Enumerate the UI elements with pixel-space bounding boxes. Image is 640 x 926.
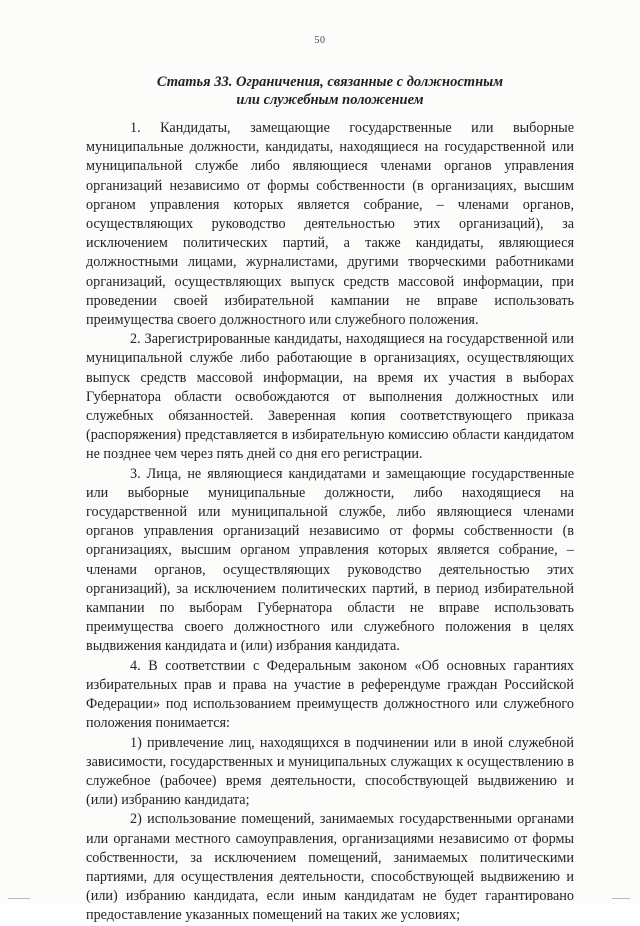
scan-edge-mark-right [612,898,630,899]
scan-edge-mark-left [8,898,30,899]
paragraph-1: 1. Кандидаты, замещающие государственные или выборные муниципальные должности, кандидаты, находящиеся на государственной или муниципальной службе либо являющиеся членами органов управления организаций независимо от формы собственности (в организациях, высшим органом управления которых является собрание, – членами органов, осуществляющих руководство деятельностью этих организаций), за исключением политических партий, а также кандидаты, являющиеся должностными лицами, журналистами, другими творческими работниками организаций, осуществляющих выпуск средств массовой информации, при проведении своей избирательной кампании не вправе использовать преимущества своего должностного или служебного положения. [86,120,574,329]
list-item-1: 1) привлечение лиц, находящихся в подчинении или в иной служебной зависимости, государственных и муниципальных служащих к осуществлению в служебное (рабочее) время деятельности, способствующей выдвижению и (или) избранию кандидата; [86,734,574,809]
article-body [86,119,574,926]
article-heading-line-2: или служебным положением [236,92,424,108]
paragraph-4: 4. В соответствии с Федеральным законом «Об основных гарантиях избирательных прав и права на участие в референдуме граждан Российской Федерации» под использованием преимуществ должностного или служебного положения понимается: [86,657,574,732]
article-heading [100,73,560,109]
page-number: 50 [314,35,326,46]
paragraph-3: 3. Лица, не являющиеся кандидатами и замещающие государственные или выборные муниципальные должности, либо находящиеся на государственной или муниципальной службе, либо являющиеся членами органов управления организаций независимо от формы собственности (в организациях, высшим органом управления которых является собрание, – членами органов, осуществляющих руководство деятельностью этих организаций), за исключением политических партий, в период избирательной кампании по выборам Губернатора области не вправе использовать преимущества своего должностного или служебного положения в целях выдвижения кандидата и (или) избрания кандидата. [86,465,574,655]
article-heading-line-1: Статья 33. Ограничения, связанные с должностным [156,74,504,90]
list-item-2: 2) использование помещений, занимаемых государственными органами или органами местного самоуправления, организациями независимо от формы собственности, за исключением помещений, занимаемых политическими партиями, для осуществления деятельности, способствующей выдвижению и (или) избранию кандидата, если иным кандидатам не будет гарантировано предоставление указанных помещений на таких же условиях; [86,811,574,924]
paragraph-2: 2. Зарегистрированные кандидаты, находящиеся на государственной или муниципальной службе либо работающие в организациях, осуществляющих выпуск средств массовой информации, на время их участия в выборах Губернатора области освобождаются от выполнения должностных или служебных обязанностей. Заверенная копия соответствующего приказа (распоряжения) представляется в избирательную комиссию области кандидатом не позднее чем через пять дней со дня его регистрации. [86,331,574,463]
